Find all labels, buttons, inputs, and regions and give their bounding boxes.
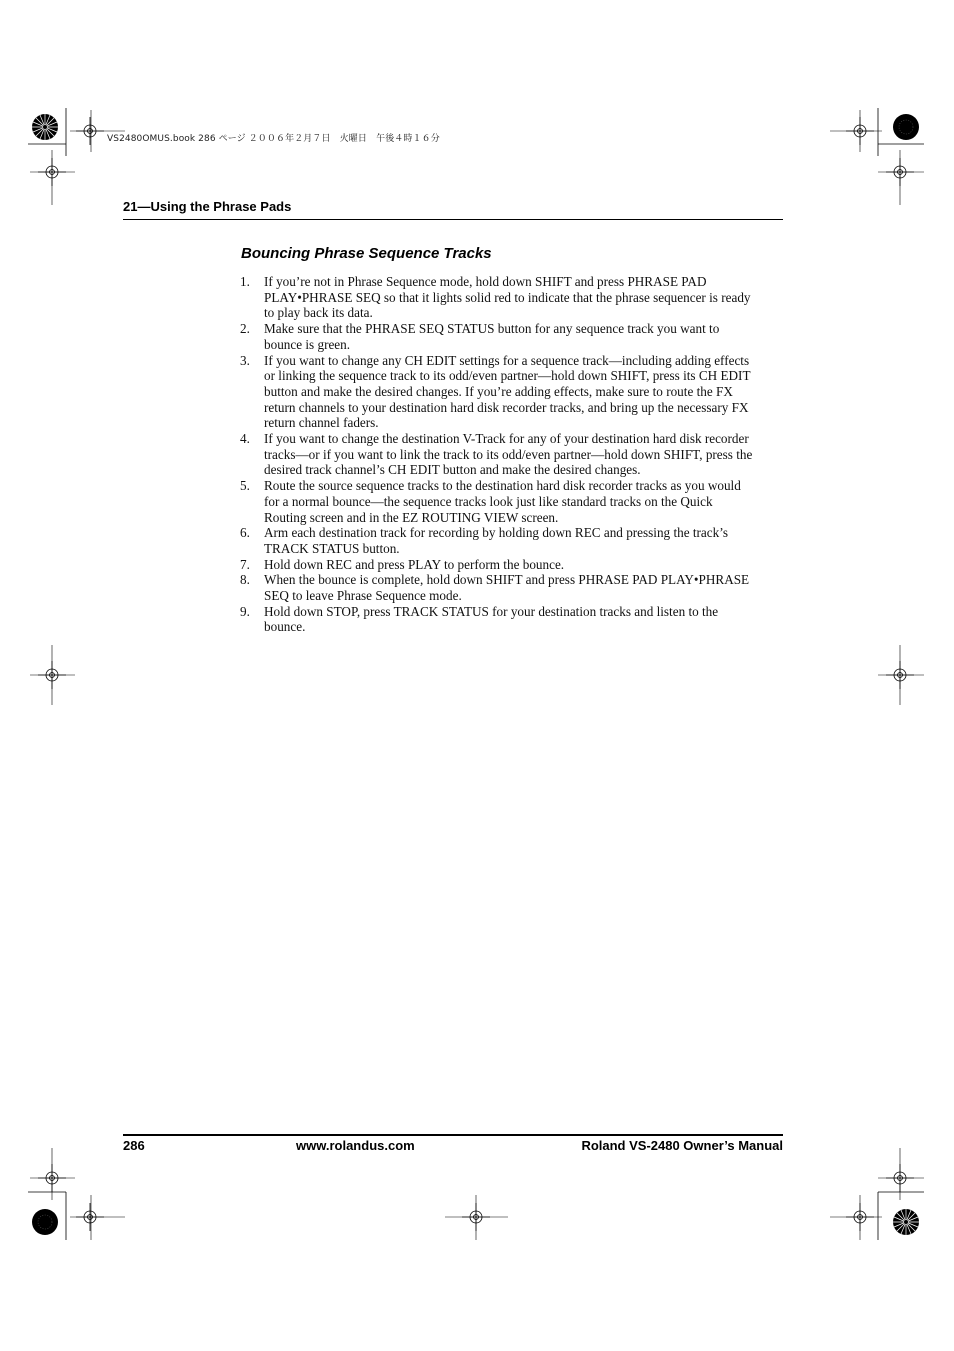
list-item <box>240 321 758 352</box>
step-number: 8. <box>240 572 250 588</box>
steps-list <box>240 274 758 635</box>
running-head: 21—Using the Phrase Pads <box>123 199 292 214</box>
step-number: 6. <box>240 525 250 541</box>
step-number: 1. <box>240 274 250 289</box>
header-rule <box>123 219 783 220</box>
list-item <box>240 353 758 432</box>
list-item <box>240 478 758 525</box>
step-number: 4. <box>240 431 250 447</box>
page-number: 286 <box>123 1138 145 1153</box>
footer-url: www.rolandus.com <box>296 1138 415 1153</box>
step-number: 2. <box>240 321 250 337</box>
list-item <box>240 274 758 321</box>
list-item <box>240 572 758 603</box>
step-text: Hold down REC and press PLAY to perform the bounce. <box>264 556 565 572</box>
section-title: Bouncing Phrase Sequence Tracks <box>241 245 492 262</box>
step-text: If you want to change the destination V-Track for any of your destination hard disk recorder tracks—or if you want to link the track to its odd/even partner—hold down SHIFT, press the desired track channel’s CH EDIT button and make the desired changes. <box>264 431 753 478</box>
step-number: 5. <box>240 478 250 494</box>
list-item <box>240 557 758 573</box>
step-number: 3. <box>240 352 250 368</box>
step-number: 9. <box>240 603 250 619</box>
step-text: Arm each destination track for recording by holding down REC and pressing the track’s TRACK STATUS button. <box>264 525 729 556</box>
manual-title: Roland VS-2480 Owner’s Manual <box>581 1138 783 1153</box>
list-item <box>240 525 758 556</box>
step-text: If you want to change any CH EDIT settings for a sequence track—including adding effects or linking the sequence track to its odd/even partner—hold down SHIFT, press its CH EDIT button and make the desired changes. If you’re adding effects, make sure to route the FX return channels to your destination hard disk recorder tracks, and bring up the necessary FX return channel faders. <box>264 352 751 431</box>
step-text: Make sure that the PHRASE SEQ STATUS button for any sequence track you want to bounce is green. <box>264 321 720 352</box>
step-number: 7. <box>240 556 250 572</box>
list-item <box>240 604 758 635</box>
footer-rule <box>123 1134 783 1136</box>
step-text: Route the source sequence tracks to the destination hard disk recorder tracks as you would for a normal bounce—the sequence tracks look just like standard tracks on the Quick Routing screen and in the EZ ROUTING VIEW screen. <box>264 478 741 525</box>
list-item <box>240 431 758 478</box>
step-text: Hold down STOP, press TRACK STATUS for your destination tracks and listen to the bounce. <box>264 603 719 635</box>
print-slug: VS2480OMUS.book 286 ページ ２００６年２月７日 火曜日 午後４時１６分 <box>107 134 440 144</box>
step-text: When the bounce is complete, hold down SHIFT and press PHRASE PAD PLAY•PHRASE SEQ to leave Phrase Sequence mode. <box>264 572 750 604</box>
step-text: If you’re not in Phrase Sequence mode, hold down SHIFT and press PHRASE PAD PLAY•PHRASE SEQ so that it lights solid red to indicate that the phrase sequencer is ready to play back its data. <box>264 274 751 321</box>
